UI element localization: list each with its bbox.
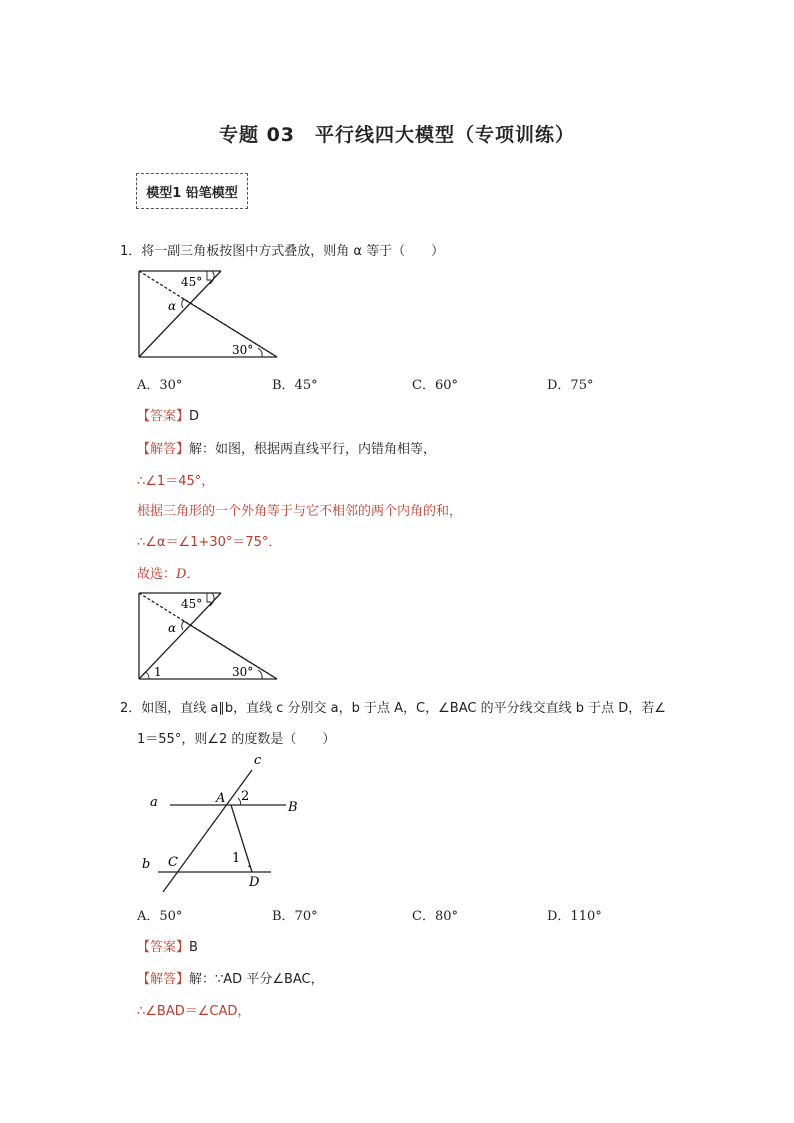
q2-answer bbox=[137, 936, 198, 955]
section-box bbox=[136, 173, 248, 209]
question-number: 2． bbox=[120, 701, 142, 716]
q1-option-a: A．30° bbox=[137, 378, 183, 393]
solution-tag: 【解答】 bbox=[137, 972, 190, 987]
question-text-line-1: 如图，直线 a∥b，直线 c 分别交 a，b 于点 A，C，∠BAC 的平分线交直线 b 于点 D，若∠ bbox=[141, 701, 666, 716]
label-C: C bbox=[168, 855, 178, 870]
question-2 bbox=[120, 697, 666, 716]
section-label: 模型1 铅笔模型 bbox=[146, 185, 238, 201]
choose-value: D bbox=[176, 567, 187, 582]
answer-tag: 【答案】 bbox=[137, 409, 190, 424]
q1-option-d: D．75° bbox=[547, 378, 594, 393]
q1-option-c: C．60° bbox=[412, 378, 458, 393]
q2-option-a: A．50° bbox=[137, 909, 183, 924]
label-45: 45° bbox=[181, 597, 203, 611]
question-1 bbox=[120, 240, 444, 259]
label-2: 2 bbox=[241, 789, 250, 804]
q1-answer bbox=[137, 405, 199, 424]
label-b: b bbox=[142, 857, 151, 872]
q1-solution-line-4: ∴∠α＝∠1+30°＝75°． bbox=[137, 535, 282, 550]
label-alpha: α bbox=[168, 299, 177, 313]
label-c: c bbox=[254, 753, 262, 768]
q2-option-d: D．110° bbox=[547, 909, 602, 924]
q1-solution-line-1 bbox=[137, 438, 436, 457]
label-a: a bbox=[150, 795, 158, 810]
label-45: 45° bbox=[181, 275, 203, 289]
label-alpha: α bbox=[168, 621, 177, 635]
q1-solution-line-3: 根据三角形的一个外角等于与它不相邻的两个内角的和， bbox=[137, 504, 463, 519]
solution-tag: 【解答】 bbox=[137, 442, 190, 457]
label-30: 30° bbox=[232, 665, 254, 679]
q2-solution-line-1 bbox=[137, 968, 324, 987]
q1-choose bbox=[137, 563, 199, 582]
choose-suffix: ． bbox=[186, 567, 200, 582]
q2-option-b: B．70° bbox=[272, 909, 318, 924]
question-number: 1． bbox=[120, 244, 142, 259]
question-2-cont: 1＝55°，则∠2 的度数是（ ） bbox=[137, 732, 336, 747]
label-A: A bbox=[216, 791, 226, 806]
answer-value: D bbox=[189, 409, 200, 424]
page-title: 专题 03 平行线四大模型（专项训练） bbox=[218, 124, 576, 146]
label-B: B bbox=[288, 800, 298, 815]
q2-solution-line-2: ∴∠BAD＝∠CAD， bbox=[137, 1004, 251, 1019]
choose-prefix: 故选： bbox=[137, 567, 177, 582]
label-angle-1: 1 bbox=[154, 665, 162, 679]
answer-value: B bbox=[189, 940, 198, 955]
solution-text: 解：∵AD 平分∠BAC， bbox=[189, 972, 324, 987]
figure-set-squares bbox=[134, 266, 284, 362]
figure-parallel-lines bbox=[136, 750, 316, 898]
label-30: 30° bbox=[232, 343, 254, 357]
q2-option-c: C．80° bbox=[412, 909, 458, 924]
figure-set-squares-solution bbox=[134, 588, 284, 684]
question-text: 将一副三角板按图中方式叠放，则角 α 等于（ ） bbox=[141, 244, 445, 259]
q1-option-b: B．45° bbox=[272, 378, 318, 393]
answer-tag: 【答案】 bbox=[137, 940, 190, 955]
solution-text: 解：如图，根据两直线平行，内错角相等， bbox=[189, 442, 437, 457]
label-D: D bbox=[249, 875, 260, 890]
q1-solution-line-2: ∴∠1＝45°， bbox=[137, 474, 215, 489]
label-1: 1 bbox=[232, 851, 241, 866]
